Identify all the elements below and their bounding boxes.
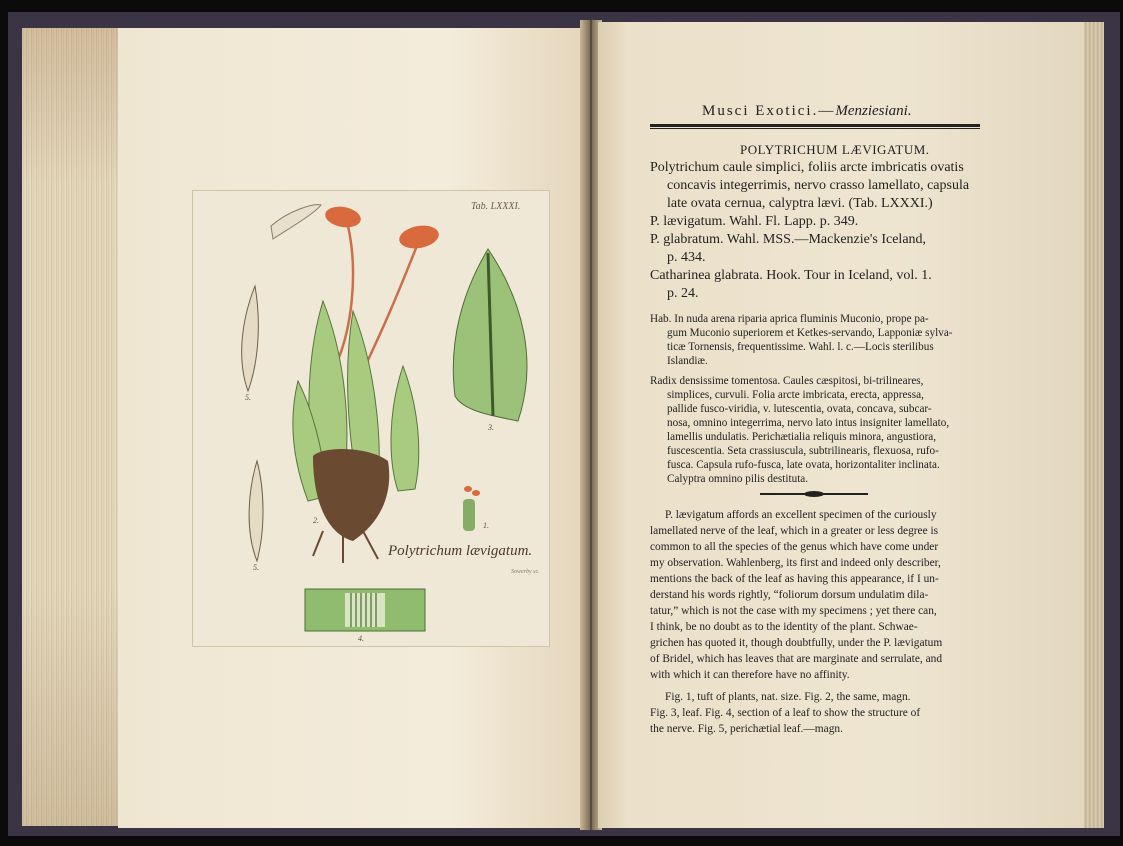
habitat-line: gum Muconio superiorem et Ketkes-servando, Lapponiæ sylva- (667, 327, 953, 339)
plate-figure-number: 3. (488, 423, 494, 432)
commentary-line: my observation. Wahlenberg, its first and indeed only describer, (650, 557, 941, 569)
commentary-line: derstand his words rightly, “foliorum dorsum undulatim dila- (650, 589, 929, 601)
commentary-line: of Bridel, which has leaves that are marginate and serrulate, and (650, 653, 943, 665)
header-rule (650, 124, 980, 127)
commentary-line: grichen has quoted it, though doubtfully, under the P. lævigatum (650, 637, 943, 649)
description-line: simplices, curvuli. Folia arcte imbricata, erecta, appressa, (667, 389, 924, 401)
plate-figure-number: 1. (483, 521, 489, 530)
description-line: Calyptra omnino pilis destituta. (667, 473, 809, 485)
diagnosis-line: Catharinea glabrata. Hook. Tour in Iceland, vol. 1. (650, 268, 932, 283)
header-plain: Musci Exotici.— (702, 103, 836, 119)
section-divider (760, 493, 868, 495)
commentary-line: tatur,” which is not the case with my specimens ; yet there can, (650, 605, 937, 617)
diagnosis-line: P. glabratum. Wahl. MSS.—Mackenzie's Iceland, (650, 232, 927, 247)
diagnosis-line: P. lævigatum. Wahl. Fl. Lapp. p. 349. (650, 214, 859, 229)
commentary-line: with which it can therefore have no affinity. (650, 669, 850, 681)
diagnosis-line: p. 434. (667, 250, 706, 265)
plate-tab-label: Tab. LXXXI. (471, 201, 521, 212)
page-edges-right (1084, 22, 1104, 828)
figure-caption-line: the nerve. Fig. 5, perichætial leaf.—magn. (650, 723, 843, 735)
figure-caption-line: Fig. 1, tuft of plants, nat. size. Fig. 2, the same, magn. (665, 691, 911, 703)
commentary-line: common to all the species of the genus which have come under (650, 541, 939, 553)
diagnosis-line: late ovata cernua, calyptra lævi. (Tab. LXXXI.) (667, 196, 933, 211)
description-line: Radix densissime tomentosa. Caules cæspitosi, bi-trilineares, (650, 375, 924, 387)
habitat-line: Hab. In nuda arena riparia aprica fluminis Muconio, prope pa- (650, 313, 929, 325)
running-header (702, 103, 912, 120)
diagnosis-line: concavis integerrimis, nervo crasso lamellato, capsula (667, 178, 970, 193)
header-rule-thin (650, 128, 980, 129)
description-line: fuscescentia. Seta crassiuscula, subtrilinearis, flexuosa, rufo- (667, 445, 939, 457)
plate-figure-number: 5. (245, 393, 251, 402)
plate-engraver: Sowerby sc. (511, 569, 540, 575)
commentary-line: P. lævigatum affords an excellent specimen of the curiously (665, 509, 937, 521)
page-edges-left (22, 28, 123, 826)
commentary-line: mentions the back of the leaf as having this appearance, if I un- (650, 573, 939, 585)
botanical-plate (192, 190, 550, 647)
plate-figure-number: 5. (253, 563, 259, 572)
description-line: nosa, omnino integerrima, nervo lato intus insigniter lamellato, (667, 417, 950, 429)
plate-caption: Polytrichum lævigatum. (388, 543, 533, 559)
description-line: fusca. Capsula rufo-fusca, late ovata, horizontaliter inclinata. (667, 459, 940, 471)
commentary-line: lamellated nerve of the leaf, which in a greater or less degree is (650, 525, 939, 537)
diagnosis-line: p. 24. (667, 286, 699, 301)
moss-illustration (193, 191, 549, 646)
figure-caption-line: Fig. 3, leaf. Fig. 4, section of a leaf to show the structure of (650, 707, 921, 719)
habitat-line: ticæ Tornensis, frequentissime. Wahl. l. c.—Locis sterilibus (667, 341, 934, 353)
description-line: pallide fusco-viridia, v. lutescentia, ovata, concava, subcar- (667, 403, 932, 415)
diagnosis-line: Polytrichum caule simplici, foliis arcte imbricatis ovatis (650, 160, 964, 175)
description-line: lamellis undulatis. Perichætialia reliquis minora, angustiora, (667, 431, 937, 443)
commentary-line: I think, be no doubt as to the identity of the plant. Schwae- (650, 621, 918, 633)
header-italic: Menziesiani. (835, 103, 912, 119)
habitat-line: Islandiæ. (667, 355, 708, 367)
plate-figure-number: 4. (358, 634, 364, 643)
species-title: POLYTRICHUM LÆVIGATUM. (740, 142, 930, 157)
plate-figure-number: 2. (313, 516, 319, 525)
